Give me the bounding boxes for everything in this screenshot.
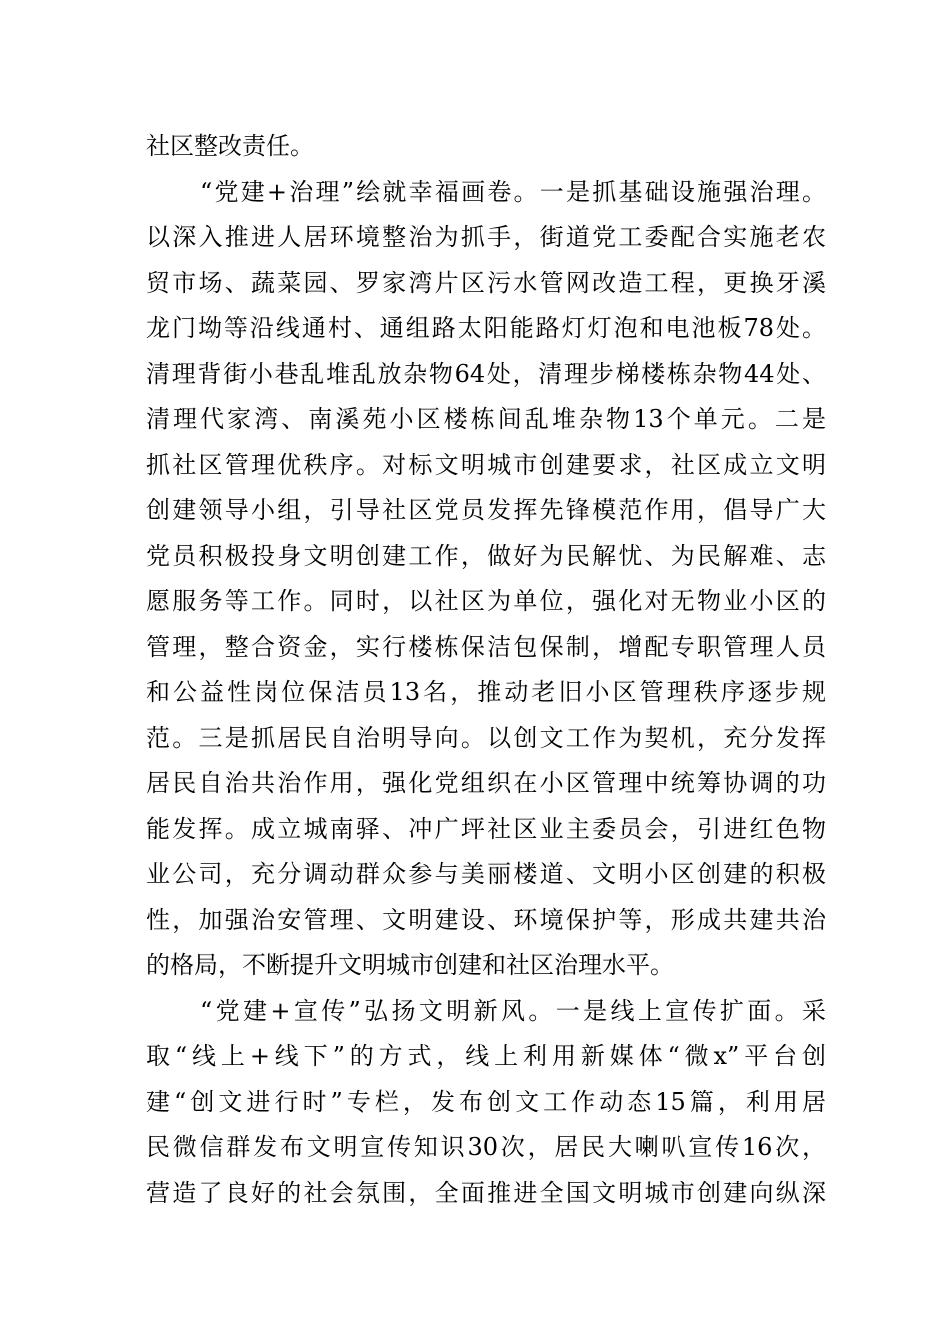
text-line: 管理，整合资金，实行楼栋保洁包保制，增配专职管理人员 <box>146 632 826 661</box>
text-line: 居民自治共治作用，强化党组织在小区管理中统筹协调的功 <box>146 769 826 797</box>
text-line: 营造了良好的社会氛围，全面推进全国文明城市创建向纵深 <box>146 1178 826 1207</box>
text-line: 能发挥。成立城南驿、冲广坪社区业主委员会，引进红色物 <box>146 814 826 843</box>
text-line: 性，加强治安管理、文明建设、环境保护等，形成共建共治 <box>146 905 826 934</box>
text-line: 党员积极投身文明创建工作，做好为民解忧、为民解难、志 <box>146 541 826 570</box>
text-line: 创建领导小组，引导社区党员发挥先锋模范作用，倡导广大 <box>146 496 826 524</box>
text-line: 范。三是抓居民自治明导向。以创文工作为契机，充分发挥 <box>146 723 826 752</box>
document-body <box>146 124 826 1216</box>
text-line: 以深入推进人居环境整治为抓手，街道党工委配合实施老农 <box>146 223 826 251</box>
text-line: 建“创文进行时”专栏，发布创文工作动态15篇，利用居 <box>146 1087 826 1116</box>
text-line: 愿服务等工作。同时，以社区为单位，强化对无物业小区的 <box>146 587 826 615</box>
text-line: 贸市场、蔬菜园、罗家湾片区污水管网改造工程，更换牙溪 <box>146 268 826 297</box>
text-line: 的格局，不断提升文明城市创建和社区治理水平。 <box>146 951 674 979</box>
text-line: 民微信群发布文明宣传知识30次，居民大喇叭宣传16次， <box>146 1133 826 1161</box>
text-line: 社区整改责任。 <box>146 132 314 160</box>
text-line: 清理背街小巷乱堆乱放杂物64处，清理步梯楼栋杂物44处、 <box>146 359 826 388</box>
text-line: “党建+治理”绘就幸福画卷。一是抓基础设施强治理。 <box>200 177 826 206</box>
text-line: 业公司，充分调动群众参与美丽楼道、文明小区创建的积极 <box>146 860 826 888</box>
text-line: 龙门坳等沿线通村、通组路太阳能路灯灯泡和电池板78处。 <box>146 314 826 342</box>
text-line: 和公益性岗位保洁员13名，推动老旧小区管理秩序逐步规 <box>146 678 826 706</box>
text-line: 抓社区管理优秩序。对标文明城市创建要求，社区成立文明 <box>146 450 826 479</box>
text-line: 清理代家湾、南溪苑小区楼栋间乱堆杂物13个单元。二是 <box>146 405 826 433</box>
text-line: “党建+宣传”弘扬文明新风。一是线上宣传扩面。采 <box>200 996 826 1025</box>
text-line: 取“线上+线下”的方式，线上利用新媒体“微x”平台创 <box>146 1042 826 1070</box>
